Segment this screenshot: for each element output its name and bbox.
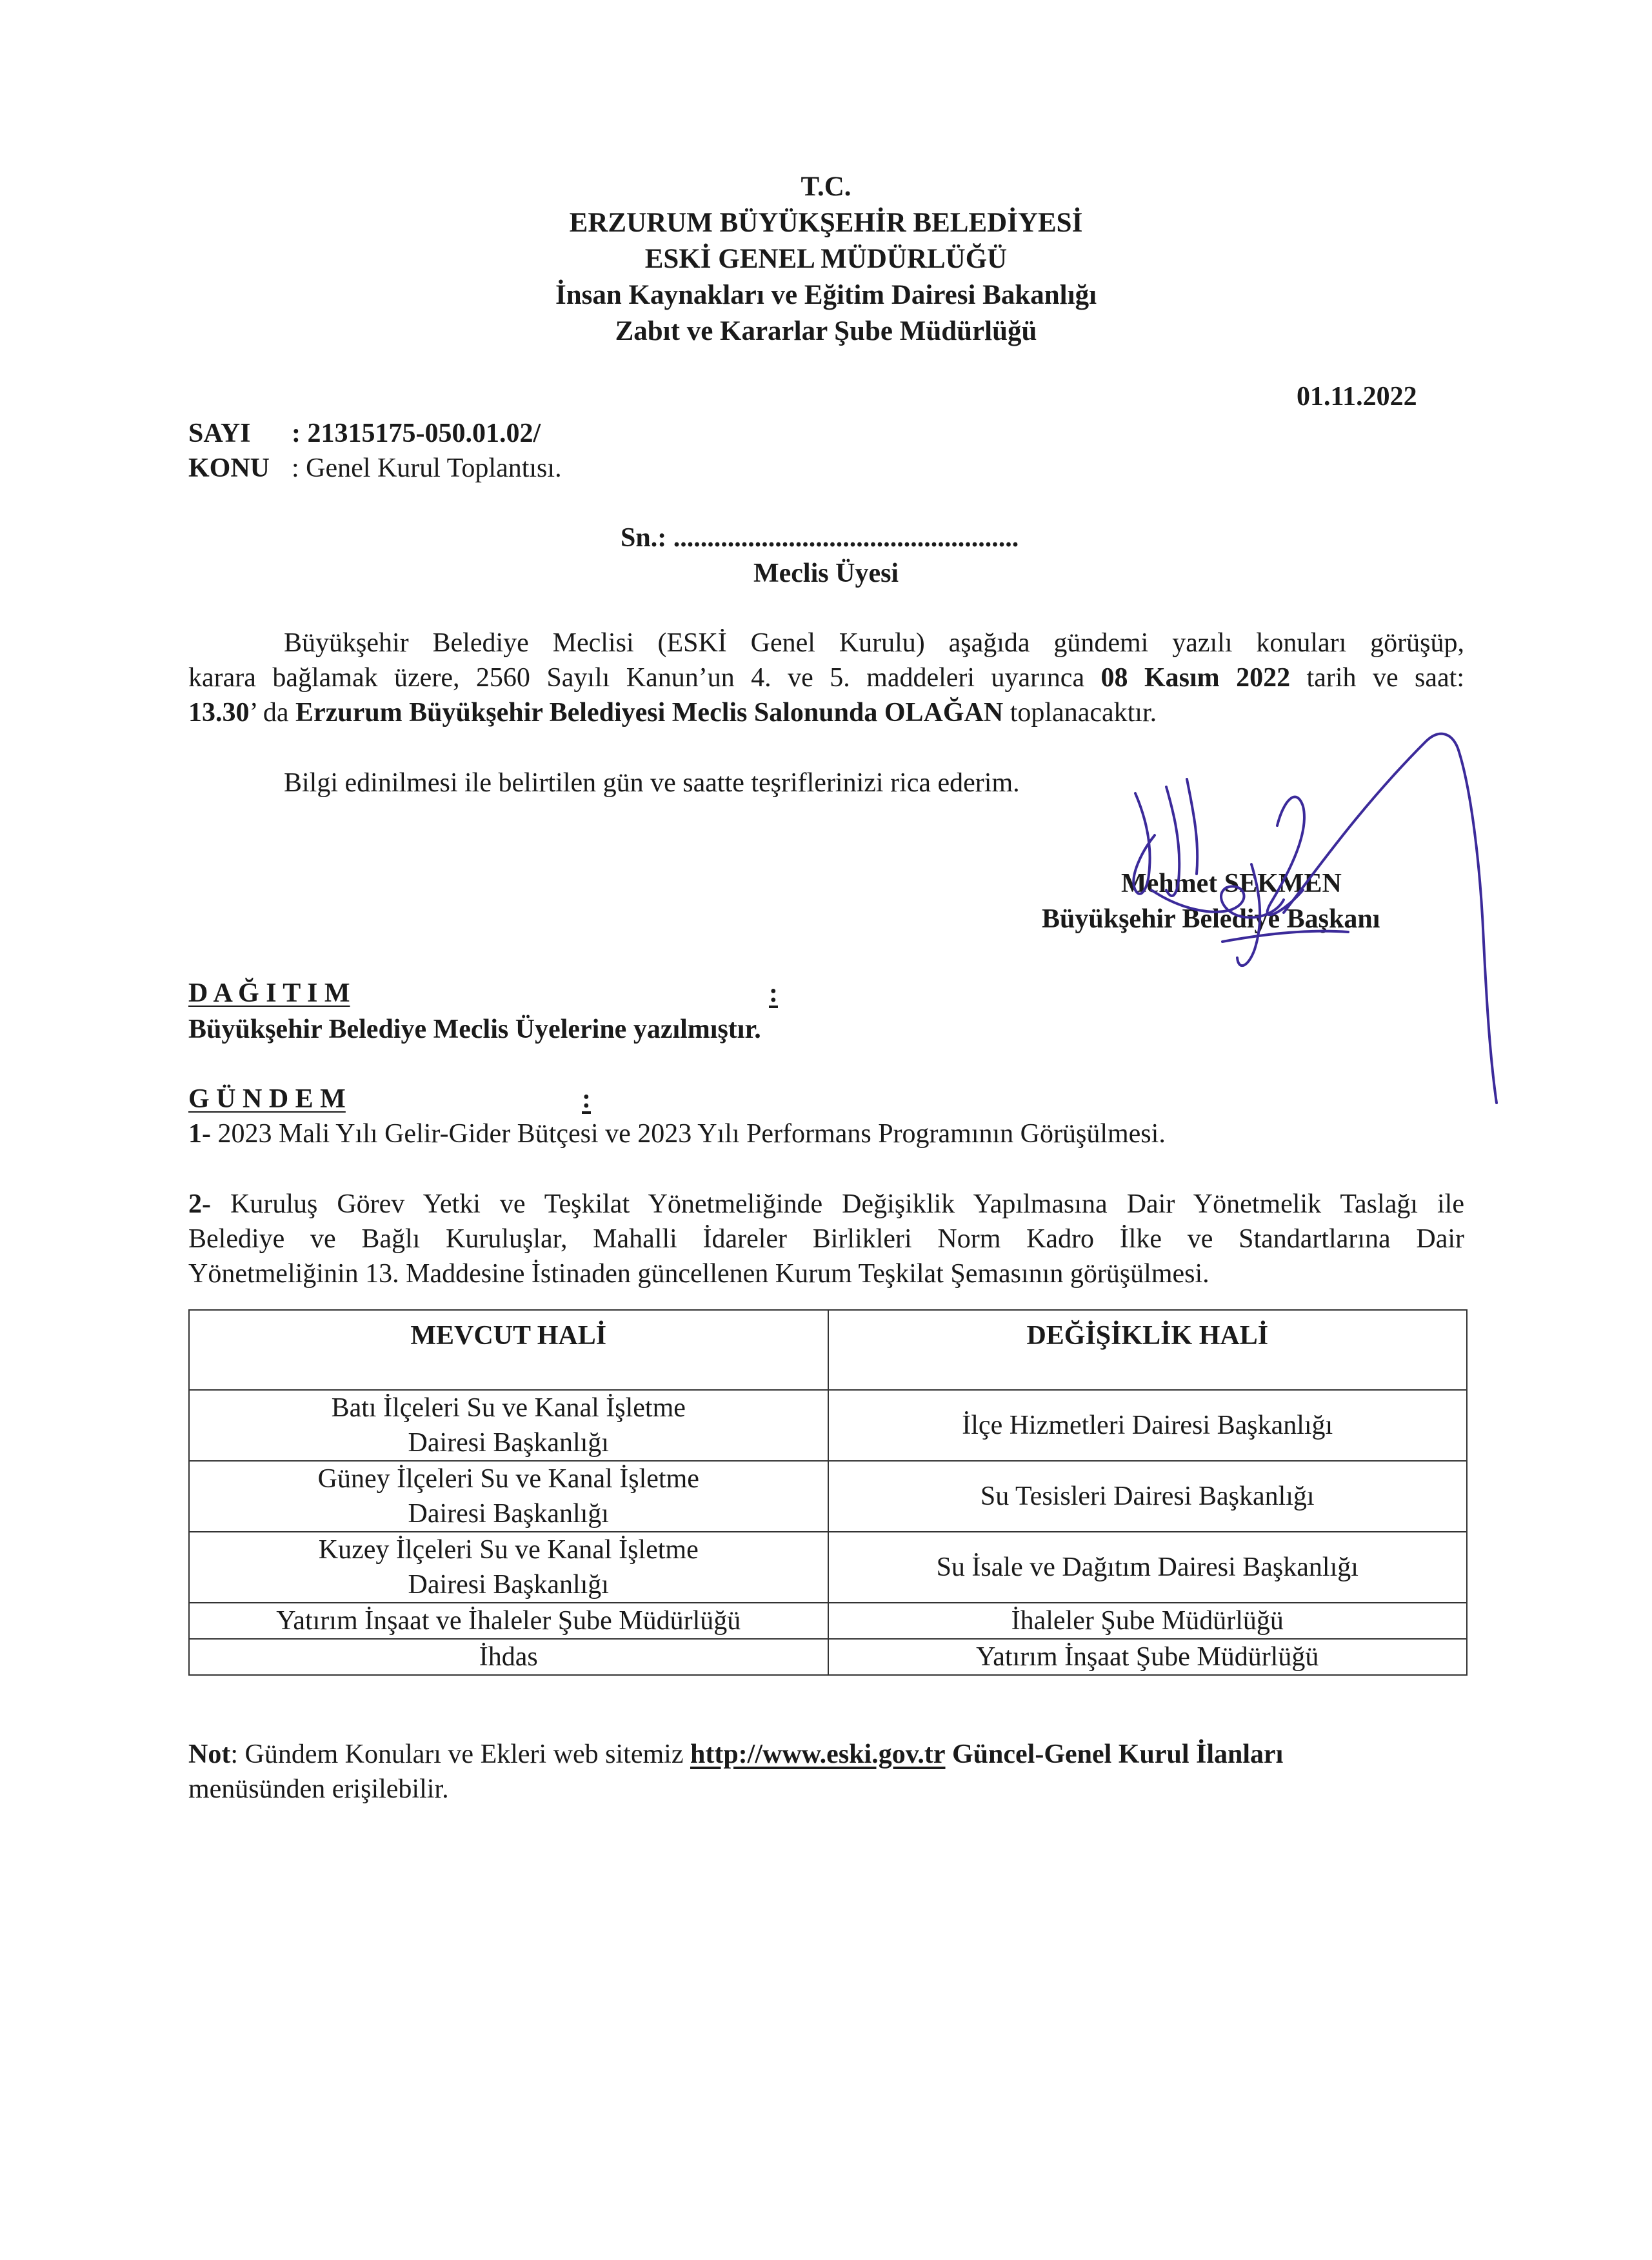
table-cell-current: [189, 1532, 828, 1603]
signatory-title: Büyükşehir Belediye Başkanı: [1042, 904, 1380, 934]
body-p2: Bilgi edinilmesi ile belirtilen gün ve saatte teşriflerinizi rica ederim.: [284, 768, 1020, 798]
recipient-dots: ...................................................: [673, 523, 1019, 553]
table-row: [189, 1639, 1467, 1675]
table-row: [189, 1603, 1467, 1639]
distribution-heading-row: [188, 976, 788, 1011]
note-label: Not: [188, 1740, 231, 1769]
header-directorate: ESKİ GENEL MÜDÜRLÜĞÜ: [644, 244, 1008, 274]
meeting-type: OLAĞAN: [884, 698, 1004, 728]
konu-value: : Genel Kurul Toplantısı.: [292, 453, 562, 483]
recipient-title: Meclis Üyesi: [753, 559, 899, 588]
agenda-colon: :: [582, 1084, 591, 1114]
table-row: [189, 1532, 1467, 1603]
header-tc: T.C.: [801, 172, 851, 202]
header-municipality: ERZURUM BÜYÜKŞEHİR BELEDİYESİ: [569, 208, 1083, 238]
header-branch: Zabıt ve Kararlar Şube Müdürlüğü: [615, 316, 1037, 346]
note-text: : Gündem Konuları ve Ekleri web sitemiz: [230, 1740, 690, 1769]
body-p1-line2: [188, 660, 1464, 695]
column-header-current: MEVCUT HALİ: [189, 1310, 828, 1390]
menu-name: Güncel-Genel Kurul İlanları: [952, 1740, 1284, 1769]
agenda-item-1: [188, 1116, 1166, 1151]
cell-text: Dairesi Başkanlığı: [408, 1499, 609, 1529]
cell-text: Dairesi Başkanlığı: [408, 1428, 609, 1458]
distribution-text: Büyükşehir Belediye Meclis Üyelerine yazılmıştır.: [188, 1015, 761, 1044]
note-line2: menüsünden erişilebilir.: [188, 1774, 449, 1804]
note-line1: [188, 1737, 1283, 1772]
agenda-heading-row: [188, 1082, 601, 1116]
agenda-item-text: 2023 Mali Yılı Gelir-Gider Bütçesi ve 2023 Yılı Performans Programının Görüşülmesi.: [211, 1119, 1166, 1149]
sayi-value: : 21315175-050.01.02/: [292, 419, 541, 448]
agenda-item-number: 2-: [188, 1189, 211, 1219]
table-row: [189, 1461, 1467, 1532]
note-text: [946, 1740, 953, 1769]
cell-text: Kuzey İlçeleri Su ve Kanal İşletme: [318, 1535, 699, 1565]
body-p1-line1: Büyükşehir Belediye Meclisi (ESKİ Genel Kurulu) aşağıda gündemi yazılı konuları görüşüp,: [284, 628, 1464, 658]
table-header-row: [189, 1310, 1467, 1390]
sayi-label: SAYI: [188, 419, 251, 448]
signatory-name: Mehmet SEKMEN: [1121, 869, 1342, 898]
body-text: toplanacaktır.: [1003, 698, 1157, 728]
column-header-change: DEĞİŞİKLİK HALİ: [828, 1310, 1468, 1390]
table-cell-change: İlçe Hizmetleri Dairesi Başkanlığı: [828, 1390, 1468, 1461]
konu-label: KONU: [188, 453, 270, 483]
table-cell-change: İhaleler Şube Müdürlüğü: [828, 1603, 1468, 1639]
agenda-item-text: Kuruluş Görev Yetki ve Teşkilat Yönetmeliğinde Değişiklik Yapılmasına Dair Yönetmelik Taslağı ile: [211, 1189, 1464, 1219]
agenda-item-2-line1: [188, 1187, 1464, 1222]
table-cell-change: Su İsale ve Dağıtım Dairesi Başkanlığı: [828, 1532, 1468, 1603]
meeting-venue: Erzurum Büyükşehir Belediyesi Meclis Salonunda: [295, 698, 884, 728]
cell-text: Batı İlçeleri Su ve Kanal İşletme: [331, 1393, 686, 1423]
distribution-heading: D A Ğ I T I M: [188, 978, 350, 1008]
table-cell-change: Yatırım İnşaat Şube Müdürlüğü: [828, 1639, 1468, 1675]
agenda-item-2-line2: Belediye ve Bağlı Kuruluşlar, Mahalli İdareler Birlikleri Norm Kadro İlke ve Standartlarına Dair: [188, 1224, 1464, 1254]
document-date: 01.11.2022: [1297, 382, 1417, 411]
agenda-item-number: 1-: [188, 1119, 211, 1149]
table-cell-current: [189, 1390, 828, 1461]
table-cell-current: [189, 1461, 828, 1532]
header-department: İnsan Kaynakları ve Eğitim Dairesi Bakanlığı: [555, 280, 1097, 310]
distribution-colon: :: [769, 978, 778, 1008]
cell-text: Güney İlçeleri Su ve Kanal İşletme: [317, 1464, 699, 1494]
recipient-prefix: Sn.:: [621, 523, 673, 553]
body-p1-line3: [188, 695, 1157, 730]
agenda-heading: G Ü N D E M: [188, 1084, 346, 1114]
table-row: [189, 1390, 1467, 1461]
meeting-date: 08 Kasım 2022: [1100, 663, 1291, 693]
meeting-time: 13.30: [188, 698, 250, 728]
agenda-item-2-line3: Yönetmeliğinin 13. Maddesine İstinaden güncellenen Kurum Teşkilat Şemasının görüşülmesi.: [188, 1259, 1209, 1289]
sayi-row: [188, 416, 541, 451]
konu-row: [188, 451, 562, 486]
recipient-line: [621, 520, 1019, 555]
website-link[interactable]: http://www.eski.gov.tr: [690, 1740, 946, 1769]
organization-change-table: [188, 1309, 1468, 1676]
body-text: karara bağlamak üzere, 2560 Sayılı Kanun’un 4. ve 5. maddeleri uyarınca: [188, 663, 1101, 693]
body-text: ’ da: [249, 698, 296, 728]
table-cell-current: İhdas: [189, 1639, 828, 1675]
cell-text: Dairesi Başkanlığı: [408, 1570, 609, 1600]
body-text: tarih ve saat:: [1290, 663, 1465, 693]
table-cell-change: Su Tesisleri Dairesi Başkanlığı: [828, 1461, 1468, 1532]
table-cell-current: Yatırım İnşaat ve İhaleler Şube Müdürlüğü: [189, 1603, 828, 1639]
